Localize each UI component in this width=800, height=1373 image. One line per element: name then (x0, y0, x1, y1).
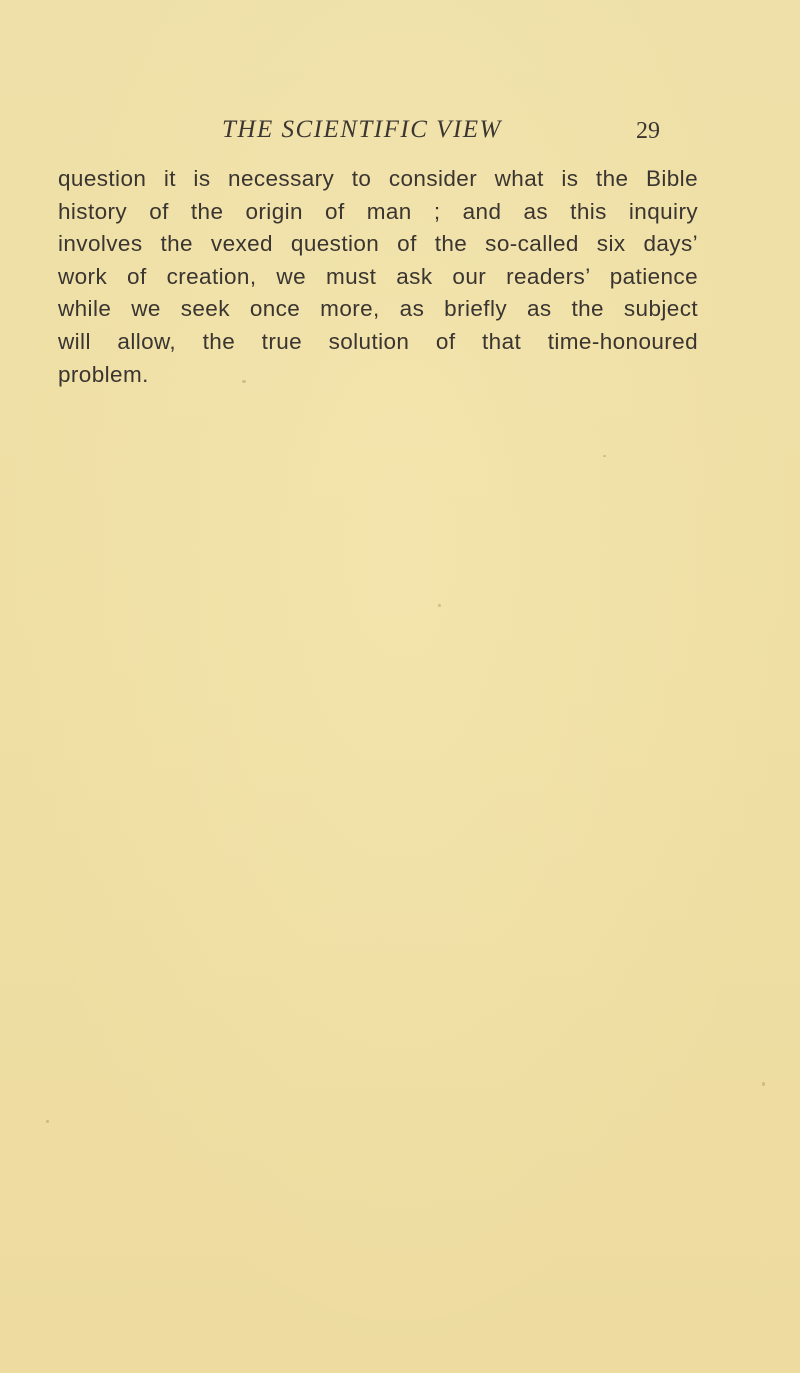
paper-speck (46, 1120, 49, 1123)
text-line: problem. (58, 361, 149, 387)
paper-speck (438, 604, 441, 607)
paper-speck (603, 455, 606, 457)
text-line: involves the vexed question of the so-called six days’ (58, 231, 698, 257)
running-head (0, 116, 800, 146)
page-number: 29 (636, 118, 660, 144)
paper-speck (242, 380, 246, 383)
text-line: question it is necessary to consider what is the Bible (58, 166, 698, 191)
text-line: will allow, the true solution of that time-honoured (58, 328, 698, 354)
text-line: history of the origin of man ; and as this inquiry (58, 198, 698, 224)
paper-speck (762, 1082, 765, 1086)
text-line: work of creation, we must ask our readers’ patience (58, 263, 698, 289)
text-line: while we seek once more, as briefly as the subject (58, 296, 698, 322)
body-paragraph (58, 163, 698, 391)
running-title: THE SCIENTIFIC VIEW (222, 116, 502, 143)
